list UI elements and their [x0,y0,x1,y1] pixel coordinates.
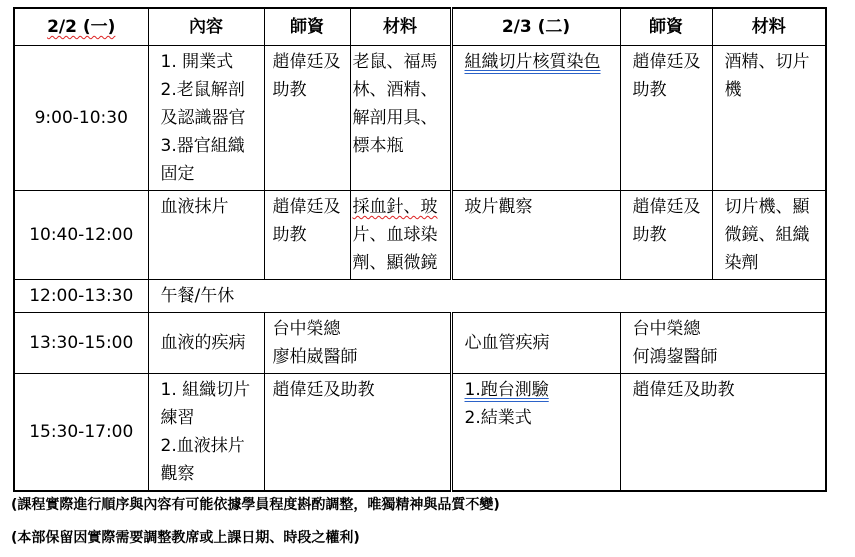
day2-teacher-cell: 趙偉廷及助教 [620,374,826,492]
time-cell: 13:30-15:00 [14,313,148,374]
day2-material-cell: 切片機、顯 微鏡、組織 染劑 [712,191,826,280]
day1-content-cell: 1. 組織切片 練習 2.血液抹片 觀察 [148,374,264,492]
table-row [14,374,826,492]
header-day2: 2/3 (二) [451,8,620,46]
lunch-cell: 午餐/午休 [148,280,826,313]
day1-material-cell: 老鼠、福馬 林、酒精、 解剖用具、 標本瓶 [350,46,451,191]
time-cell: 12:00-13:30 [14,280,148,313]
header-material1: 材料 [350,8,451,46]
table-row [14,46,826,191]
day1-material-cell: 採血針、玻 片、血球染 劑、顯微鏡 [350,191,451,280]
header-day1: 2/2 (一) [14,8,148,46]
day1-teacher-cell: 台中榮總 廖柏崴醫師 [264,313,451,374]
time-cell: 15:30-17:00 [14,374,148,492]
day2-content-cell: 玻片觀察 [451,191,620,280]
day2-content-cell: 組織切片核質染色 [451,46,620,191]
table-row [14,191,826,280]
day2-teacher-cell: 趙偉廷及 助教 [620,191,712,280]
header-row [14,8,826,46]
note-adjustment: (課程實際進行順序與內容有可能依據學員程度斟酌調整，唯獨精神與品質不變) [11,497,500,513]
day2-teacher-cell: 趙偉廷及 助教 [620,46,712,191]
day1-teacher-cell: 趙偉廷及助教 [264,374,451,492]
day2-material-cell: 酒精、切片 機 [712,46,826,191]
day2-teacher-cell: 台中榮總 何鴻鋆醫師 [620,313,826,374]
header-content1: 內容 [148,8,264,46]
day1-content-cell: 血液抹片 [148,191,264,280]
header-teacher2: 師資 [620,8,712,46]
schedule-table [13,7,827,492]
day2-content-cell: 1.跑台測驗 2.結業式 [451,374,620,492]
day1-content-cell: 血液的疾病 [148,313,264,374]
table-row [14,280,826,313]
header-material2: 材料 [712,8,826,46]
day2-content-cell: 心血管疾病 [451,313,620,374]
header-teacher1: 師資 [264,8,350,46]
table-row [14,313,826,374]
day1-teacher-cell: 趙偉廷及 助教 [264,191,350,280]
time-cell: 9:00-10:30 [14,46,148,191]
day1-teacher-cell: 趙偉廷及 助教 [264,46,350,191]
note-rights: (本部保留因實際需要調整教席或上課日期、時段之權利) [11,530,360,546]
time-cell: 10:40-12:00 [14,191,148,280]
day1-content-cell: 1. 開業式 2.老鼠解剖 及認識器官 3.器官組織 固定 [148,46,264,191]
